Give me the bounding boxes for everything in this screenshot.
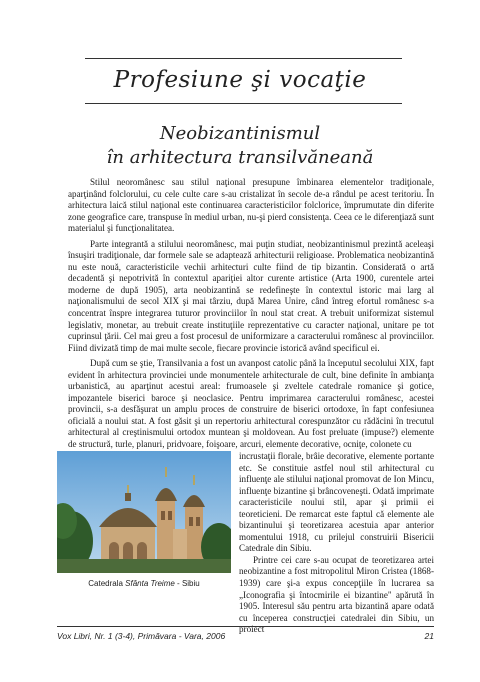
caption-church-name: Sfânta Treime xyxy=(125,579,175,588)
paragraph: Stilul neoromânesc sau stilul naţional presupune îmbinarea elementelor tradiţionale, aparţinând folclorului, cu cele culte care s-au cristalizat în secole de-a rândul pe acest teritoriu. În arhitectura laică stilul naţional este continuarea caracteristicilor folclorice, împrumutate din diferite zone geografice care, transpuse în mediul urban, nu-şi pierd consistenţa. Ceea ce le diferenţiază sunt materialul şi funcţionalitatea. xyxy=(68,177,434,234)
paragraph: Parte integrantă a stilului neoromânesc, mai puţin studiat, neobizantinismul prezintă aceleaşi însuşiri tradiţionale, dar formele sale se adaptează arhitecturii religioase. Problematica neobizantină nu este nouă, caracteristicile vechii arhitecturi culte fiind de tip bizantin. Considerată o artă decadentă şi nepotrivită în contextul apariţiei altor curente artistice (Arta 1900, curentele artei moderne de după 1905), arta neobizantină se redefineşte în contextul istoric mai larg al naţionalismului de secol XIX şi mai târziu, după Marea Unire, când întreg efortul românesc s-a concentrat înspre integrarea tuturor provinciilor în noul stat creat. A trebuit uniformizat sistemul legislativ, monetar, au trebuit create instituţiile reprezentative cu caracter naţional, unitare pe tot cuprinsul ţării. Cel mai greu a fost procesul de uniformizare a caracterului românesc al provinciilor. Fiind divizată timp de mai multe secole, fiecare provincie istorică având specificul ei. xyxy=(68,238,434,353)
article-title-line1: Neobizantinismul xyxy=(159,123,321,144)
article-title xyxy=(0,122,480,170)
section-title: Profesiune şi vocaţie xyxy=(113,67,367,93)
cathedral-photo xyxy=(57,451,231,573)
footer xyxy=(57,631,434,641)
cathedral-photo-block xyxy=(57,451,231,588)
article-column xyxy=(239,451,434,636)
header-rule-top xyxy=(85,58,402,59)
publication-info: Vox Libri, Nr. 1 (3-4), Primăvara - Vara, 2006 xyxy=(57,631,226,641)
paragraph: incrustaţii florale, brâie decorative, elemente portante etc. Se constituie astfel noul stil arhitectural cu influenţe ale stilului naţional promovat de Ion Mincu, influenţe bizantine şi brâncoveneşti. Odată imprimate caracteristicile noului stil, apar şi primii ei teoreticieni. De remarcat este faptul că elemente ale bizantinului şi teoretizarea acestuia apar anterior momentului 1918, cu prilejul construirii Bisericii Catedrale din Sibiu. xyxy=(239,451,434,554)
footer-rule xyxy=(57,626,434,627)
header-rule-bottom xyxy=(85,103,402,104)
article-body xyxy=(68,177,434,455)
caption-suffix: - Sibiu xyxy=(174,579,200,588)
article-title-line2: în arhitectura transilvăneană xyxy=(106,147,374,168)
caption-prefix: Catedrala xyxy=(88,579,126,588)
photo-caption xyxy=(57,579,231,588)
page-number: 21 xyxy=(424,631,434,641)
paragraph: Printre cei care s-au ocupat de teoretizarea artei neobizantine a fost mitropolitul Miron Cristea (1868-1939) care şi-a expus concepţiile în lucrarea sa „Iconografia şi întocmirile ei bizantine" apărută în 1905. Interesul său pentru arta bizantină apare odată cu începerea construcţiei catedralei din Sibiu, un proiect xyxy=(239,554,434,635)
paragraph: După cum se ştie, Transilvania a fost un avanpost catolic până la începutul secolului XIX, fapt evident în arhitectura provinciei unde monumentele arhitecturale de cult, bine definite în ambianţa urbanistică, au aparţinut acestui areal: frumoasele şi zveltele catedrale romanice şi gotice, impozantele biserici baroce şi neoclasice. Pentru imprimarea caracterului românesc, acestei provincii, s-a desfăşurat un amplu proces de construire de biserici ortodoxe, în fapt confesiunea oficială a noului stat. A fost găsit şi un repertoriu arhitectural corespunzător cu rădăcini în trecutul arhitectural al creştinismului ortodox muntean şi moldovean. Au fost preluate (impuse?) elemente de structură, turle, planuri, pridvoare, foişoare, arcuri, elemente decorative, ocniţe, colonete cu xyxy=(68,358,434,450)
